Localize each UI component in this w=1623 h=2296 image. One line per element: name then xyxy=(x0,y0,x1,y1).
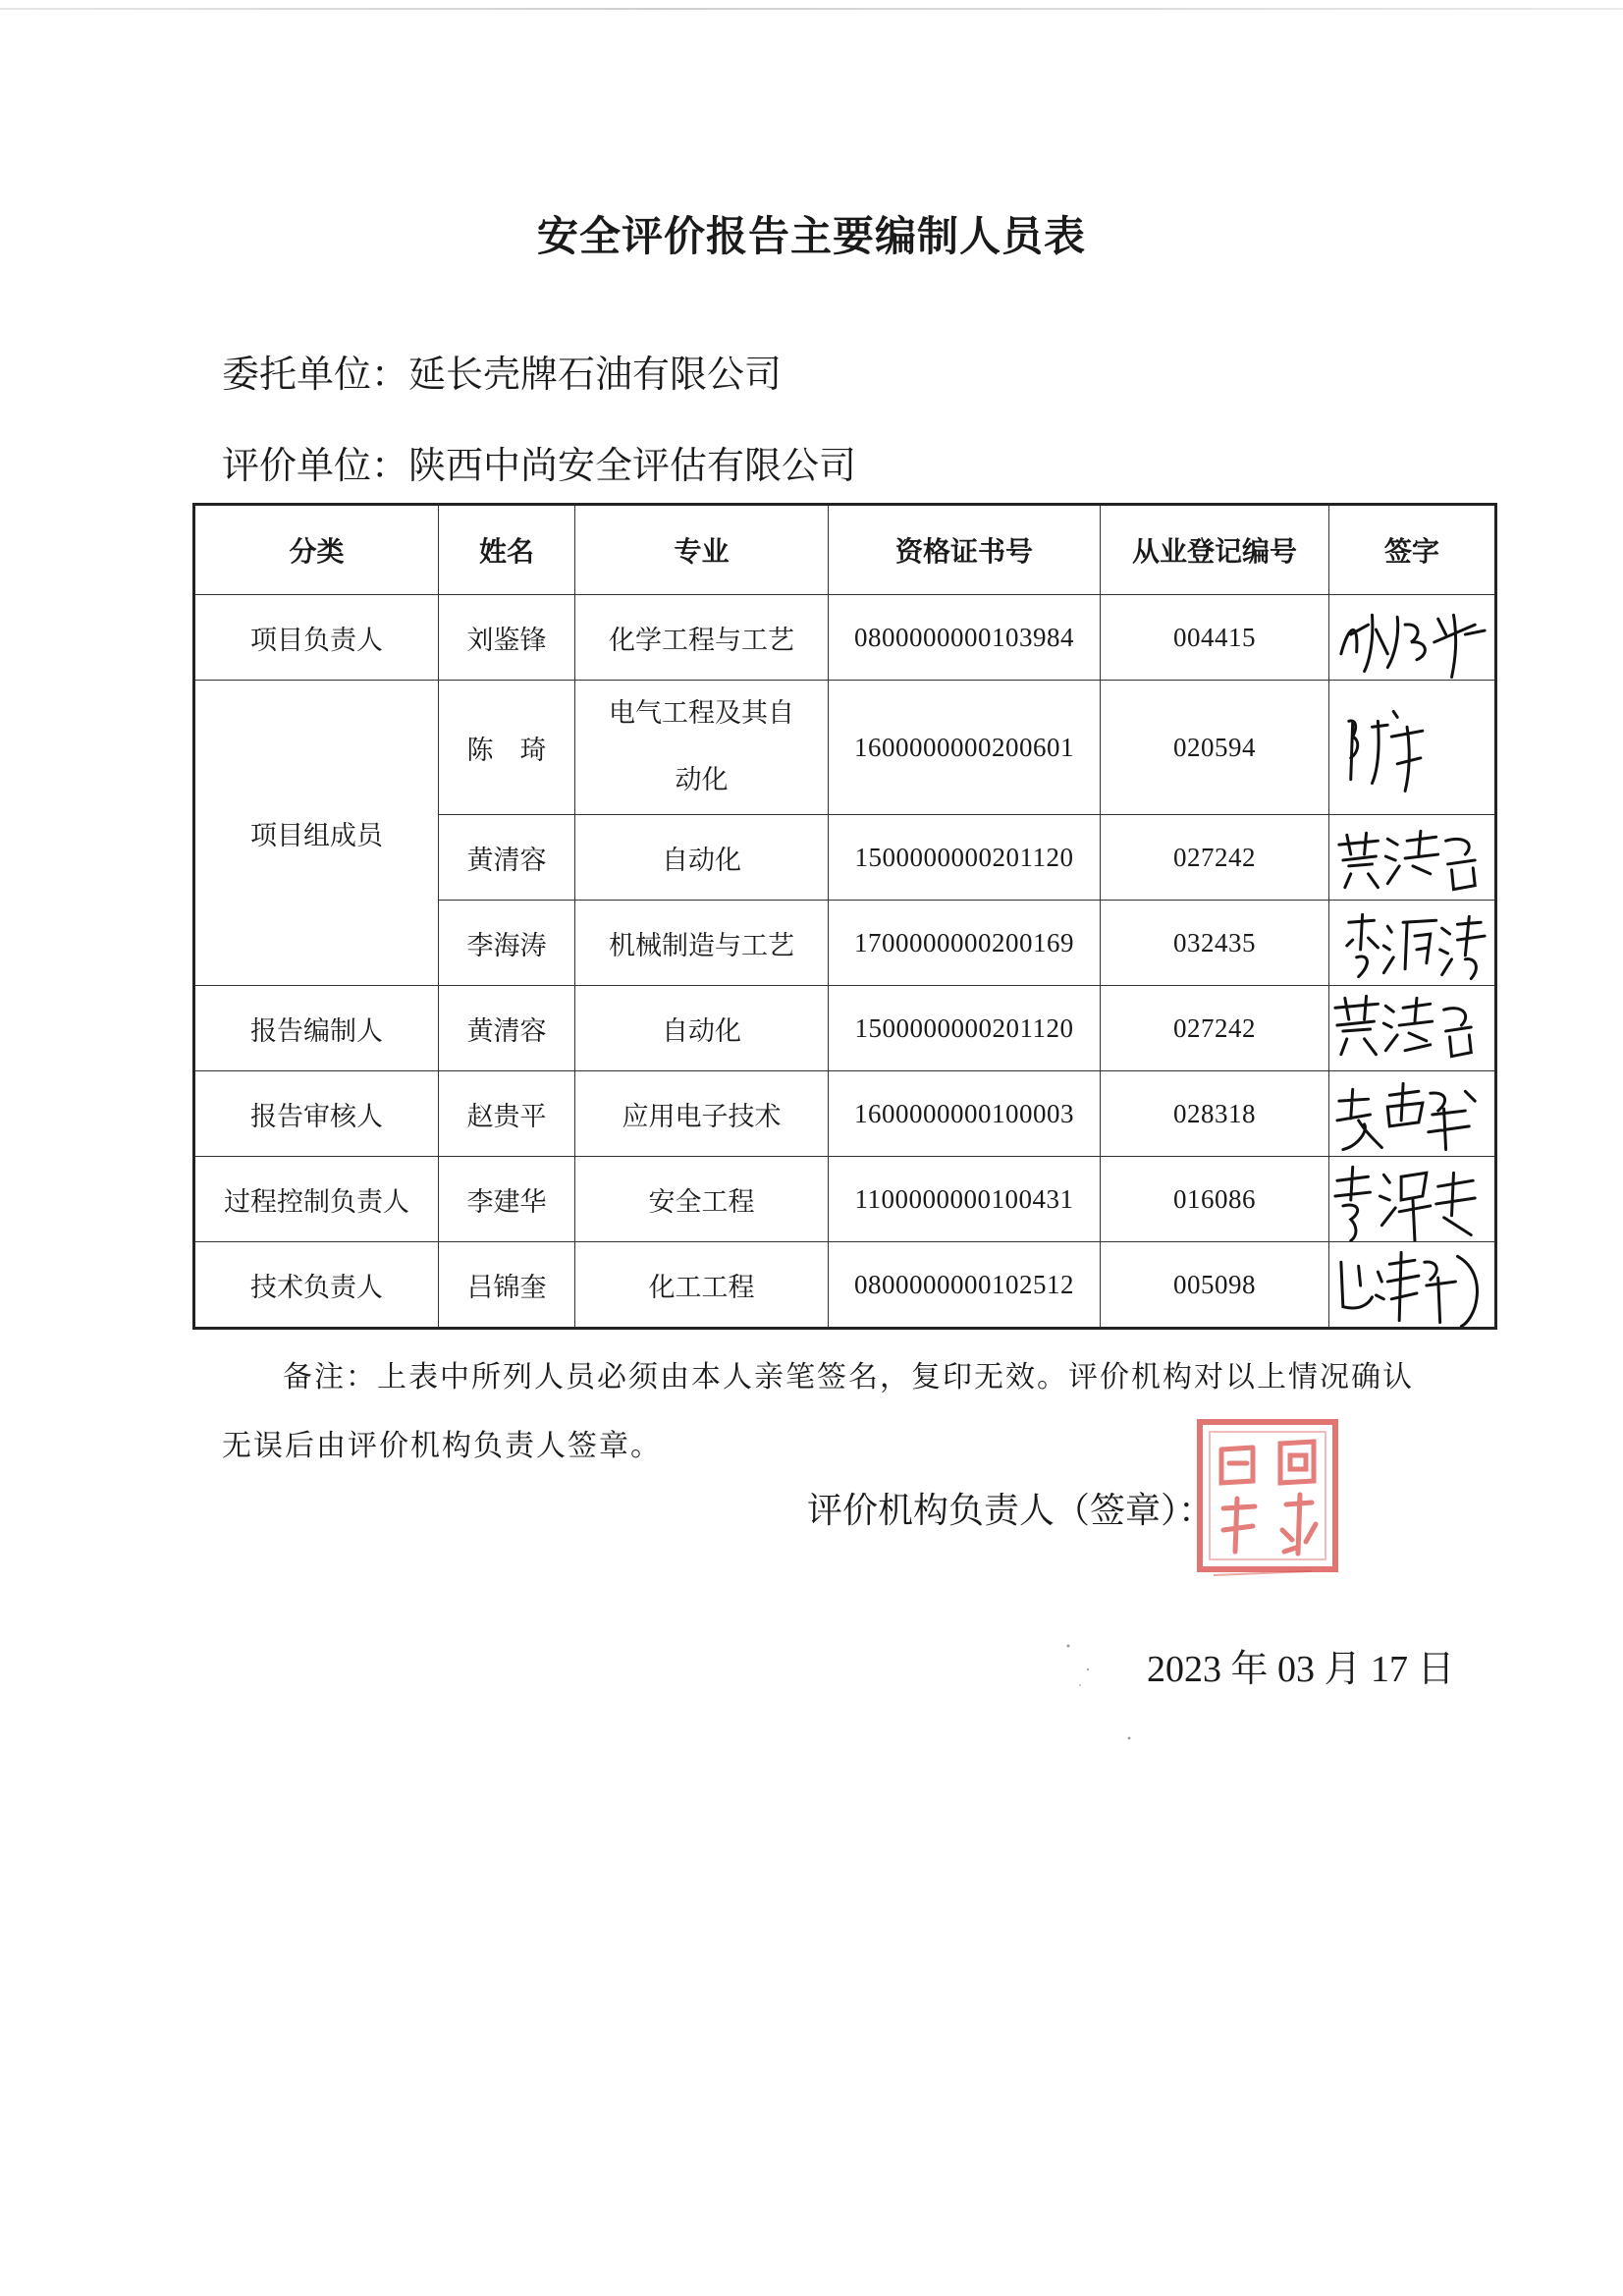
cell-reg: 028318 xyxy=(1101,1071,1329,1157)
cell-cert: 1100000000100431 xyxy=(829,1157,1101,1242)
cell-name: 赵贵平 xyxy=(439,1071,575,1157)
cell-cert: 1700000000200169 xyxy=(829,901,1101,986)
cell-category: 报告审核人 xyxy=(194,1071,439,1157)
evaluator-line xyxy=(222,435,856,489)
header-major: 专业 xyxy=(575,505,829,595)
scan-artifact xyxy=(1060,1640,1100,1738)
cell-name: 黄清容 xyxy=(439,815,575,901)
header-cert: 资格证书号 xyxy=(829,505,1101,595)
table-row xyxy=(194,986,1496,1071)
document-date: 2023 年 03 月 17 日 xyxy=(1147,1649,1455,1690)
table-row xyxy=(194,1242,1496,1329)
cell-reg: 020594 xyxy=(1101,681,1329,815)
evaluator-value: 陕西中尚安全评估有限公司 xyxy=(408,444,857,487)
header-signature: 签字 xyxy=(1329,505,1496,595)
table-header-row xyxy=(194,505,1496,595)
cell-category: 技术负责人 xyxy=(194,1242,439,1329)
handwritten-signature xyxy=(1329,1242,1494,1327)
signature-cell xyxy=(1329,986,1496,1071)
cell-cert: 0800000000103984 xyxy=(829,595,1101,681)
header-category: 分类 xyxy=(194,505,439,595)
cell-major: 应用电子技术 xyxy=(575,1071,829,1157)
cell-name: 吕锦奎 xyxy=(439,1242,575,1329)
cell-major: 自动化 xyxy=(575,815,829,901)
remarks-line-1: 备注：上表中所列人员必须由本人亲笔签名，复印无效。评价机构对以上情况确认 xyxy=(283,1360,1414,1394)
evaluator-label: 评价单位： xyxy=(222,444,409,487)
signature-cell xyxy=(1329,815,1496,901)
handwritten-signature xyxy=(1329,815,1494,900)
cell-reg: 027242 xyxy=(1101,986,1329,1071)
cell-reg: 032435 xyxy=(1101,901,1329,986)
cell-major-line: 电气工程及其自 xyxy=(609,698,794,729)
handwritten-signature xyxy=(1329,1157,1494,1241)
cell-major: 化学工程与工艺 xyxy=(575,595,829,681)
signature-cell xyxy=(1329,595,1496,681)
cell-name: 陈 琦 xyxy=(439,681,575,815)
cell-name: 刘鉴锋 xyxy=(439,595,575,681)
handwritten-signature xyxy=(1329,901,1494,985)
signature-cell xyxy=(1329,1157,1496,1242)
scan-artifact xyxy=(1119,1728,1139,1748)
header-reg: 从业登记编号 xyxy=(1101,505,1329,595)
cell-major: 安全工程 xyxy=(575,1157,829,1242)
handwritten-signature xyxy=(1329,1071,1494,1156)
staff-table xyxy=(192,503,1497,1330)
signature-cell xyxy=(1329,681,1496,815)
handwritten-signature xyxy=(1329,986,1494,1070)
client-value: 延长壳牌石油有限公司 xyxy=(408,353,783,396)
table-row xyxy=(194,1071,1496,1157)
cell-cert: 1600000000200601 xyxy=(829,681,1101,815)
remarks-line-2: 无误后由评价机构负责人签章。 xyxy=(222,1429,662,1463)
cell-category: 过程控制负责人 xyxy=(194,1157,439,1242)
cell-cert: 1500000000201120 xyxy=(829,815,1101,901)
cell-category: 项目组成员 xyxy=(194,681,439,986)
handwritten-signature xyxy=(1329,682,1494,813)
cell-major-line: 动化 xyxy=(675,765,729,795)
cell-major: 机械制造与工艺 xyxy=(575,901,829,986)
table-row xyxy=(194,595,1496,681)
scan-edge-line xyxy=(0,8,1623,10)
cell-cert: 1500000000201120 xyxy=(829,986,1101,1071)
cell-cert: 1600000000100003 xyxy=(829,1071,1101,1157)
responsible-person-label: 评价机构负责人（签章）： xyxy=(807,1491,1215,1531)
cell-category: 报告编制人 xyxy=(194,986,439,1071)
client-line xyxy=(222,344,782,398)
signature-cell xyxy=(1329,1071,1496,1157)
cell-cert: 0800000000102512 xyxy=(829,1242,1101,1329)
cell-major: 自动化 xyxy=(575,986,829,1071)
cell-name: 黄清容 xyxy=(439,986,575,1071)
table-row xyxy=(194,1157,1496,1242)
official-seal-stamp xyxy=(1194,1414,1341,1581)
header-name: 姓名 xyxy=(439,505,575,595)
signature-cell xyxy=(1329,1242,1496,1329)
handwritten-signature xyxy=(1329,595,1494,680)
table-row xyxy=(194,681,1496,815)
cell-reg: 005098 xyxy=(1101,1242,1329,1329)
cell-major: 化工工程 xyxy=(575,1242,829,1329)
document-title: 安全评价报告主要编制人员表 xyxy=(536,212,1086,260)
cell-major xyxy=(575,681,829,815)
cell-category: 项目负责人 xyxy=(194,595,439,681)
cell-reg: 027242 xyxy=(1101,815,1329,901)
cell-name: 李建华 xyxy=(439,1157,575,1242)
client-label: 委托单位： xyxy=(222,353,409,396)
cell-name: 李海涛 xyxy=(439,901,575,986)
cell-reg: 004415 xyxy=(1101,595,1329,681)
cell-reg: 016086 xyxy=(1101,1157,1329,1242)
signature-cell xyxy=(1329,901,1496,986)
